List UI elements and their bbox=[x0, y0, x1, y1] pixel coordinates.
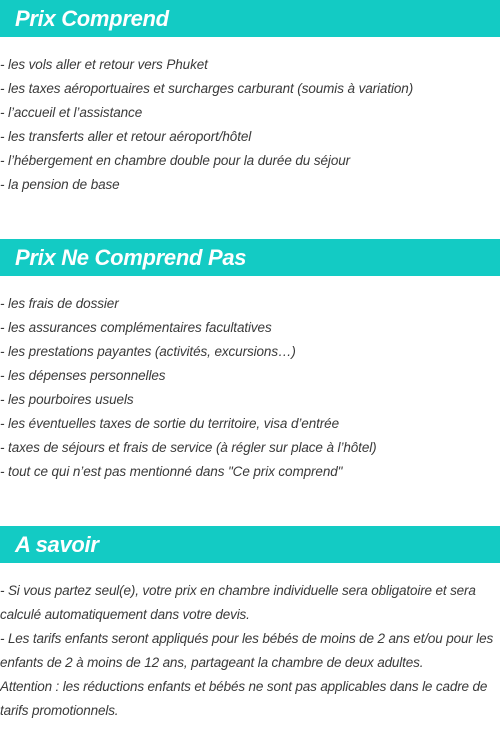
notes-header bbox=[0, 526, 500, 563]
list-item: - la pension de base bbox=[0, 177, 120, 192]
notes-title: A savoir bbox=[15, 531, 99, 557]
includes-title: Prix Comprend bbox=[15, 5, 169, 31]
excludes-list bbox=[0, 292, 500, 484]
list-item: - les transferts aller et retour aéroport/hôtel bbox=[0, 129, 252, 144]
list-item: - les dépenses personnelles bbox=[0, 368, 166, 383]
includes-header bbox=[0, 0, 500, 37]
list-item: - les taxes aéroportuaires et surcharges carburant (soumis à variation) bbox=[0, 81, 414, 96]
list-item: - les vols aller et retour vers Phuket bbox=[0, 57, 208, 72]
list-item: - les assurances complémentaires facultatives bbox=[0, 320, 272, 335]
excludes-header bbox=[0, 239, 500, 276]
note-paragraph: - Les tarifs enfants seront appliqués pour les bébés de moins de 2 ans et/ou pour les enfants de 2 à moins de 12 ans, partageant la chambre de deux adultes. bbox=[0, 631, 494, 670]
list-item: - taxes de séjours et frais de service (à régler sur place à l’hôtel) bbox=[0, 440, 377, 455]
list-item: - l’accueil et l’assistance bbox=[0, 105, 143, 120]
notes-body bbox=[0, 579, 500, 723]
list-item: - l’hébergement en chambre double pour la durée du séjour bbox=[0, 153, 351, 168]
list-item: - les pourboires usuels bbox=[0, 392, 134, 407]
list-item: - les prestations payantes (activités, excursions…) bbox=[0, 344, 296, 359]
list-item: - tout ce qui n’est pas mentionné dans "Ce prix comprend" bbox=[0, 464, 343, 479]
list-item: - les éventuelles taxes de sortie du territoire, visa d’entrée bbox=[0, 416, 339, 431]
list-item: - les frais de dossier bbox=[0, 296, 119, 311]
note-paragraph: Attention : les réductions enfants et bébés ne sont pas applicables dans le cadre de tarifs promotionnels. bbox=[0, 679, 488, 718]
excludes-title: Prix Ne Comprend Pas bbox=[15, 244, 247, 270]
note-paragraph: - Si vous partez seul(e), votre prix en chambre individuelle sera obligatoire et sera calculé automatiquement dans votre devis. bbox=[0, 583, 476, 622]
includes-list bbox=[0, 53, 500, 197]
